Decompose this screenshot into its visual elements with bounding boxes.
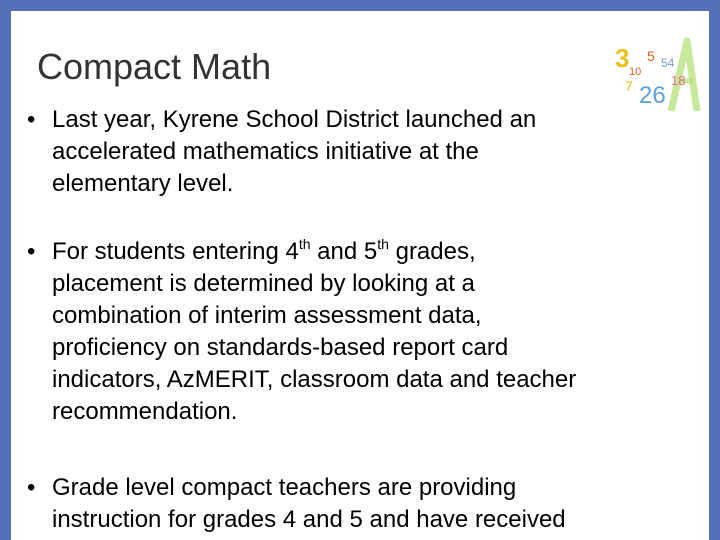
bullet-1 — [27, 104, 687, 200]
bullet-2 — [27, 236, 687, 428]
bullet-line: proficiency on standards-based report card — [52, 334, 509, 361]
bullet-text-segment: grades, — [388, 238, 476, 265]
math-numbers-logo-icon — [609, 33, 701, 115]
bullet-line: Grade level compact teachers are providing — [52, 474, 517, 501]
bullet-line: combination of interim assessment data, — [52, 302, 482, 329]
logo-number-54: 54 — [661, 56, 675, 70]
bullet-line: Last year, Kyrene School District launched an — [52, 106, 537, 133]
logo-number-3: 3 — [615, 43, 630, 73]
bullet-line — [52, 236, 576, 268]
ordinal-superscript: th — [298, 236, 311, 252]
bullet-line: indicators, AzMERIT, classroom data and teacher — [52, 366, 577, 393]
logo-number-7: 7 — [625, 78, 633, 94]
bullet-1-text — [52, 104, 536, 200]
bullet-line: elementary level. — [52, 170, 234, 197]
logo-number-26: 26 — [639, 82, 666, 109]
bullet-line: placement is determined by looking at a — [52, 270, 475, 297]
logo-number-10: 10 — [629, 66, 642, 78]
logo-number-18: 18 — [671, 73, 686, 88]
bullet-line: accelerated mathematics initiative at the — [52, 138, 479, 165]
ordinal-superscript: th — [377, 236, 389, 252]
bullet-marker: • — [27, 474, 36, 501]
bullet-text-segment: and 5 — [310, 238, 378, 265]
logo-number-5: 5 — [647, 48, 655, 64]
bullet-marker: • — [27, 106, 36, 133]
bullet-line: instruction for grades 4 and 5 and have received — [52, 506, 566, 533]
bullet-2-text — [52, 236, 576, 428]
slide — [11, 11, 709, 540]
slide-title: Compact Math — [37, 46, 272, 87]
bullet-3-text — [52, 472, 566, 536]
bullet-marker: • — [27, 238, 36, 265]
bullet-text-segment: For students entering 4 — [52, 238, 299, 265]
bullet-line: recommendation. — [52, 398, 238, 425]
bullet-3 — [27, 472, 687, 540]
